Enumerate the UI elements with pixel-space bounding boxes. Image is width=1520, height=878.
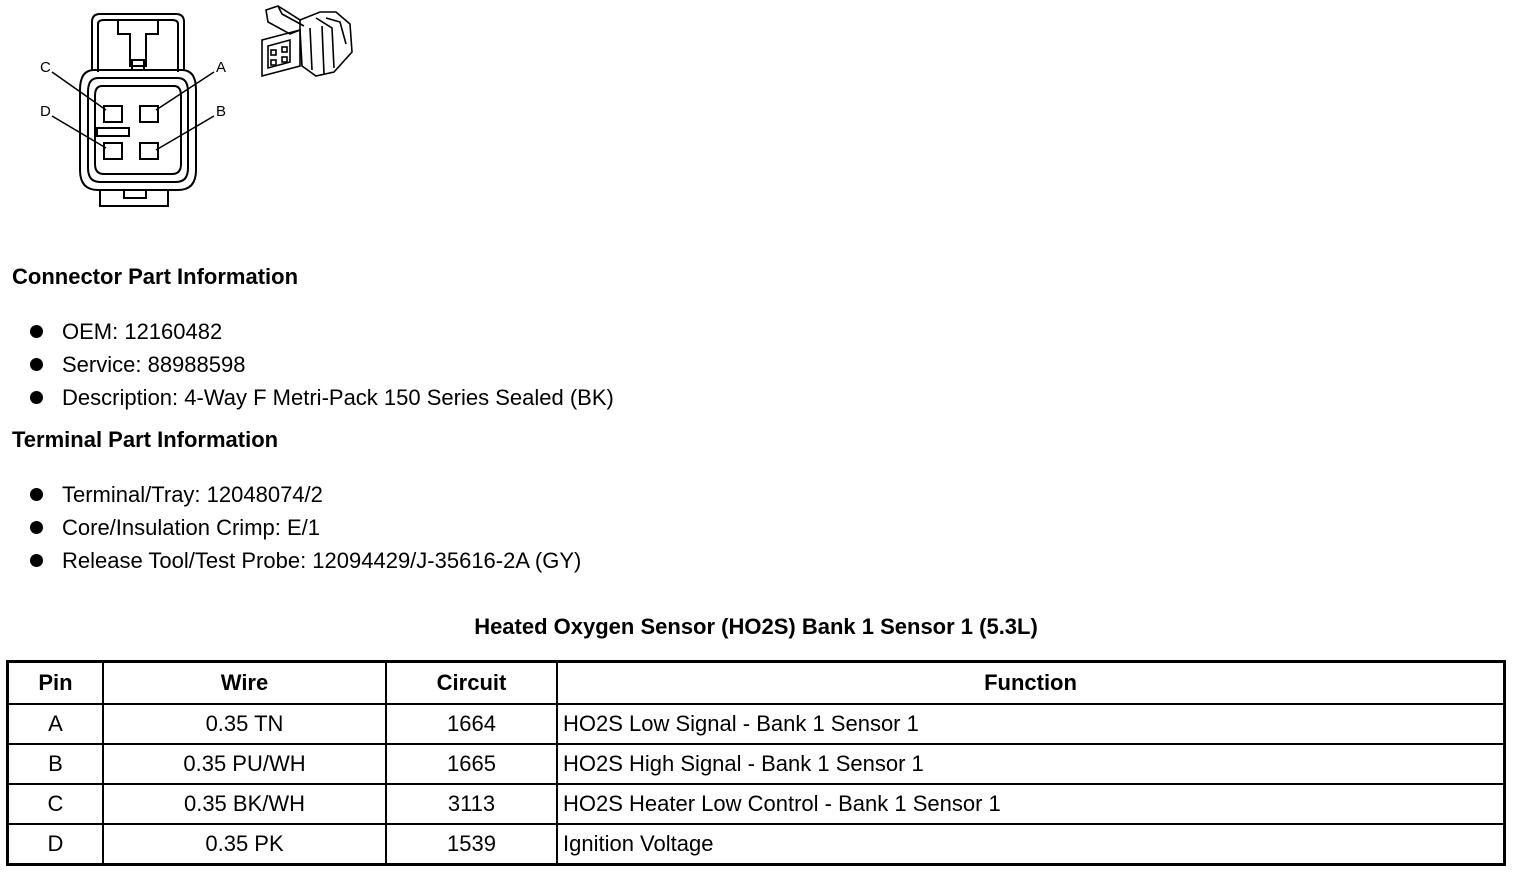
pin-label-d: D xyxy=(40,103,51,120)
header-circuit: Circuit xyxy=(386,662,557,705)
terminal-tray: Terminal/Tray: 12048074/2 xyxy=(62,482,323,507)
bullet-icon xyxy=(30,325,43,338)
connector-diagram xyxy=(0,0,380,225)
connector-service: Service: 88988598 xyxy=(62,352,246,377)
bullet-icon xyxy=(30,521,43,534)
pin-label-a: A xyxy=(216,59,227,76)
cell-circuit: 1539 xyxy=(386,824,557,865)
connector-description: Description: 4-Way F Metri-Pack 150 Series Sealed (BK) xyxy=(62,385,614,410)
bullet-icon xyxy=(30,358,43,371)
connector-part-heading: Connector Part Information xyxy=(12,264,299,289)
list-item xyxy=(30,381,614,414)
list-item xyxy=(30,348,614,381)
cell-wire: 0.35 TN xyxy=(103,704,386,744)
header-function: Function xyxy=(557,662,1505,705)
pin-label-b: B xyxy=(216,103,227,120)
bullet-icon xyxy=(30,554,43,567)
pin-leader-lines xyxy=(52,72,214,150)
pin-label-c: C xyxy=(40,59,51,76)
connector-isometric-sketch xyxy=(262,6,352,76)
cell-pin: B xyxy=(8,744,104,784)
terminal-crimp: Core/Insulation Crimp: E/1 xyxy=(62,515,320,540)
list-item xyxy=(30,478,581,511)
terminal-release-tool: Release Tool/Test Probe: 12094429/J-35616-2A (GY) xyxy=(62,548,582,573)
table-title: Heated Oxygen Sensor (HO2S) Bank 1 Sensor 1 (5.3L) xyxy=(474,614,1038,639)
cell-pin: A xyxy=(8,704,104,744)
connector-oem: OEM: 12160482 xyxy=(62,319,223,344)
cell-function: HO2S Heater Low Control - Bank 1 Sensor 1 xyxy=(557,784,1505,824)
cell-pin: C xyxy=(8,784,104,824)
table-row xyxy=(8,824,1505,865)
terminal-part-list xyxy=(30,478,581,577)
list-item xyxy=(30,511,581,544)
cell-circuit: 1664 xyxy=(386,704,557,744)
bullet-icon xyxy=(30,391,43,404)
list-item xyxy=(30,315,614,348)
header-pin: Pin xyxy=(8,662,104,705)
cell-wire: 0.35 PU/WH xyxy=(103,744,386,784)
cell-circuit: 3113 xyxy=(386,784,557,824)
list-item xyxy=(30,544,581,577)
cell-function: HO2S High Signal - Bank 1 Sensor 1 xyxy=(557,744,1505,784)
cell-function: Ignition Voltage xyxy=(557,824,1505,865)
connector-part-list xyxy=(30,315,614,414)
cell-wire: 0.35 BK/WH xyxy=(103,784,386,824)
cell-circuit: 1665 xyxy=(386,744,557,784)
cell-pin: D xyxy=(8,824,104,865)
cell-wire: 0.35 PK xyxy=(103,824,386,865)
table-row xyxy=(8,744,1505,784)
connector-face xyxy=(80,14,196,206)
pinout-table xyxy=(6,660,1506,866)
table-row xyxy=(8,704,1505,744)
bullet-icon xyxy=(30,488,43,501)
cell-function: HO2S Low Signal - Bank 1 Sensor 1 xyxy=(557,704,1505,744)
table-header-row xyxy=(8,662,1505,705)
header-wire: Wire xyxy=(103,662,386,705)
terminal-part-heading: Terminal Part Information xyxy=(12,427,279,452)
table-row xyxy=(8,784,1505,824)
